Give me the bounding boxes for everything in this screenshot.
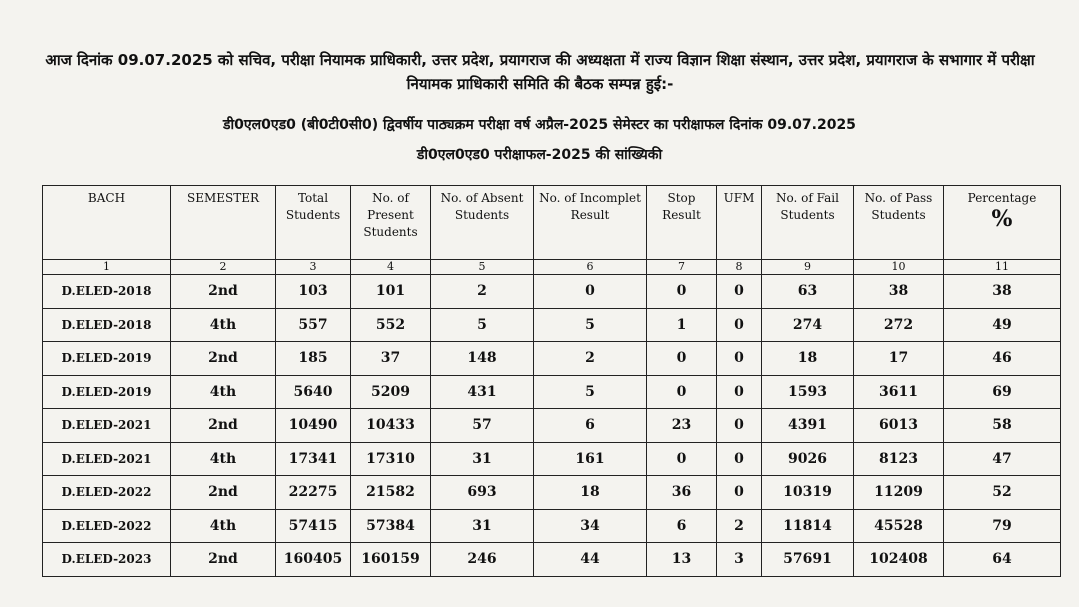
- cell-semester: 4th: [171, 509, 276, 543]
- cell-percentage: 49: [944, 308, 1061, 342]
- cell-bach: D.ELED-2019: [43, 342, 171, 376]
- header-ufm: UFM: [717, 186, 762, 260]
- table-row: [43, 409, 1061, 443]
- cell-percentage: 52: [944, 476, 1061, 510]
- cell-pass: 8123: [854, 442, 944, 476]
- cell-incomplete: 2: [534, 342, 647, 376]
- cell-ufm: 0: [717, 442, 762, 476]
- header-semester: SEMESTER: [171, 186, 276, 260]
- cell-pass: 38: [854, 275, 944, 309]
- cell-present: 21582: [351, 476, 431, 510]
- cell-pass: 45528: [854, 509, 944, 543]
- cell-incomplete: 0: [534, 275, 647, 309]
- index-cell-fail: 9: [762, 260, 854, 275]
- cell-incomplete: 5: [534, 308, 647, 342]
- header-row: [43, 186, 1061, 260]
- cell-pass: 17: [854, 342, 944, 376]
- table-row: [43, 442, 1061, 476]
- cell-total: 185: [276, 342, 351, 376]
- result-subtitle: डी0एल0एड0 (बी0टी0सी0) द्विवर्षीय पाठ्यक्रम परीक्षा वर्ष अप्रैल-2025 सेमेस्टर का परीक्षाफल दिनांक 09.07.2025: [223, 117, 856, 133]
- cell-absent: 246: [431, 543, 534, 577]
- cell-stop: 0: [647, 342, 717, 376]
- cell-percentage: 64: [944, 543, 1061, 577]
- cell-incomplete: 6: [534, 409, 647, 443]
- cell-stop: 0: [647, 375, 717, 409]
- cell-ufm: 0: [717, 275, 762, 309]
- cell-fail: 4391: [762, 409, 854, 443]
- cell-fail: 274: [762, 308, 854, 342]
- table-title: डी0एल0एड0 परीक्षाफल-2025 की सांख्यिकी: [416, 147, 663, 163]
- result-statistics-table: [42, 185, 1061, 577]
- cell-total: 17341: [276, 442, 351, 476]
- cell-stop: 0: [647, 275, 717, 309]
- table-row: [43, 543, 1061, 577]
- cell-fail: 57691: [762, 543, 854, 577]
- index-cell-stop: 7: [647, 260, 717, 275]
- cell-present: 5209: [351, 375, 431, 409]
- cell-semester: 2nd: [171, 275, 276, 309]
- cell-ufm: 0: [717, 308, 762, 342]
- cell-ufm: 3: [717, 543, 762, 577]
- cell-bach: D.ELED-2021: [43, 409, 171, 443]
- cell-pass: 6013: [854, 409, 944, 443]
- header-percentage: [944, 186, 1061, 260]
- cell-total: 557: [276, 308, 351, 342]
- index-cell-percentage: 11: [944, 260, 1061, 275]
- cell-ufm: 2: [717, 509, 762, 543]
- header-fail-students: No. of Fail Students: [762, 186, 854, 260]
- cell-fail: 10319: [762, 476, 854, 510]
- cell-present: 37: [351, 342, 431, 376]
- cell-bach: D.ELED-2019: [43, 375, 171, 409]
- header-bach: BACH: [43, 186, 171, 260]
- header-present-students: No. of Present Students: [351, 186, 431, 260]
- header-absent-students: No. of Absent Students: [431, 186, 534, 260]
- cell-fail: 11814: [762, 509, 854, 543]
- cell-semester: 2nd: [171, 342, 276, 376]
- cell-pass: 3611: [854, 375, 944, 409]
- table-row: [43, 476, 1061, 510]
- cell-pass: 11209: [854, 476, 944, 510]
- cell-incomplete: 18: [534, 476, 647, 510]
- cell-stop: 1: [647, 308, 717, 342]
- cell-absent: 2: [431, 275, 534, 309]
- meeting-paragraph: आज दिनांक 09.07.2025 को सचिव, परीक्षा नियामक प्राधिकारी, उत्तर प्रदेश, प्रयागराज की अध्यक्षता में राज्य विज्ञान शिक्षा संस्थान, उत्तर प्रदेश, प्रयागराज के सभागार में परीक्षा नियामक प्राधिकारी समिति की बैठक सम्पन्न हुई:-: [45, 51, 1035, 93]
- index-cell-semester: 2: [171, 260, 276, 275]
- index-cell-absent: 5: [431, 260, 534, 275]
- cell-percentage: 58: [944, 409, 1061, 443]
- table-row: [43, 375, 1061, 409]
- index-cell-ufm: 8: [717, 260, 762, 275]
- table-body: [43, 260, 1061, 577]
- cell-fail: 63: [762, 275, 854, 309]
- cell-absent: 693: [431, 476, 534, 510]
- cell-pass: 272: [854, 308, 944, 342]
- cell-semester: 4th: [171, 308, 276, 342]
- cell-ufm: 0: [717, 342, 762, 376]
- cell-bach: D.ELED-2018: [43, 308, 171, 342]
- cell-percentage: 69: [944, 375, 1061, 409]
- cell-stop: 23: [647, 409, 717, 443]
- cell-absent: 31: [431, 509, 534, 543]
- cell-incomplete: 44: [534, 543, 647, 577]
- column-index-row: [43, 260, 1061, 275]
- header-stop-result: Stop Result: [647, 186, 717, 260]
- header-total-students: Total Students: [276, 186, 351, 260]
- cell-total: 103: [276, 275, 351, 309]
- cell-percentage: 46: [944, 342, 1061, 376]
- cell-semester: 4th: [171, 442, 276, 476]
- table-row: [43, 342, 1061, 376]
- header-pass-students: No. of Pass Students: [854, 186, 944, 260]
- index-cell-bach: 1: [43, 260, 171, 275]
- cell-absent: 431: [431, 375, 534, 409]
- header-percentage-label: Percentage: [967, 191, 1037, 205]
- cell-present: 57384: [351, 509, 431, 543]
- cell-stop: 36: [647, 476, 717, 510]
- cell-total: 22275: [276, 476, 351, 510]
- header-incomplete-result: No. of Incomplet Result: [534, 186, 647, 260]
- index-cell-present: 4: [351, 260, 431, 275]
- table-row: [43, 275, 1061, 309]
- cell-present: 160159: [351, 543, 431, 577]
- cell-ufm: 0: [717, 375, 762, 409]
- cell-semester: 2nd: [171, 476, 276, 510]
- cell-percentage: 79: [944, 509, 1061, 543]
- cell-semester: 4th: [171, 375, 276, 409]
- cell-bach: D.ELED-2018: [43, 275, 171, 309]
- cell-total: 5640: [276, 375, 351, 409]
- percent-symbol: %: [991, 206, 1013, 232]
- index-cell-total: 3: [276, 260, 351, 275]
- cell-percentage: 38: [944, 275, 1061, 309]
- cell-present: 10433: [351, 409, 431, 443]
- cell-total: 10490: [276, 409, 351, 443]
- cell-semester: 2nd: [171, 543, 276, 577]
- cell-incomplete: 161: [534, 442, 647, 476]
- cell-absent: 31: [431, 442, 534, 476]
- cell-ufm: 0: [717, 476, 762, 510]
- cell-pass: 102408: [854, 543, 944, 577]
- cell-stop: 0: [647, 442, 717, 476]
- cell-stop: 13: [647, 543, 717, 577]
- table-row: [43, 509, 1061, 543]
- cell-semester: 2nd: [171, 409, 276, 443]
- cell-fail: 9026: [762, 442, 854, 476]
- cell-bach: D.ELED-2023: [43, 543, 171, 577]
- cell-fail: 18: [762, 342, 854, 376]
- cell-fail: 1593: [762, 375, 854, 409]
- cell-absent: 5: [431, 308, 534, 342]
- cell-bach: D.ELED-2022: [43, 476, 171, 510]
- cell-stop: 6: [647, 509, 717, 543]
- index-cell-incomplete: 6: [534, 260, 647, 275]
- cell-incomplete: 34: [534, 509, 647, 543]
- cell-percentage: 47: [944, 442, 1061, 476]
- cell-incomplete: 5: [534, 375, 647, 409]
- cell-ufm: 0: [717, 409, 762, 443]
- cell-absent: 148: [431, 342, 534, 376]
- cell-total: 160405: [276, 543, 351, 577]
- cell-absent: 57: [431, 409, 534, 443]
- cell-total: 57415: [276, 509, 351, 543]
- cell-present: 552: [351, 308, 431, 342]
- cell-bach: D.ELED-2021: [43, 442, 171, 476]
- cell-present: 101: [351, 275, 431, 309]
- cell-bach: D.ELED-2022: [43, 509, 171, 543]
- index-cell-pass: 10: [854, 260, 944, 275]
- table-row: [43, 308, 1061, 342]
- cell-present: 17310: [351, 442, 431, 476]
